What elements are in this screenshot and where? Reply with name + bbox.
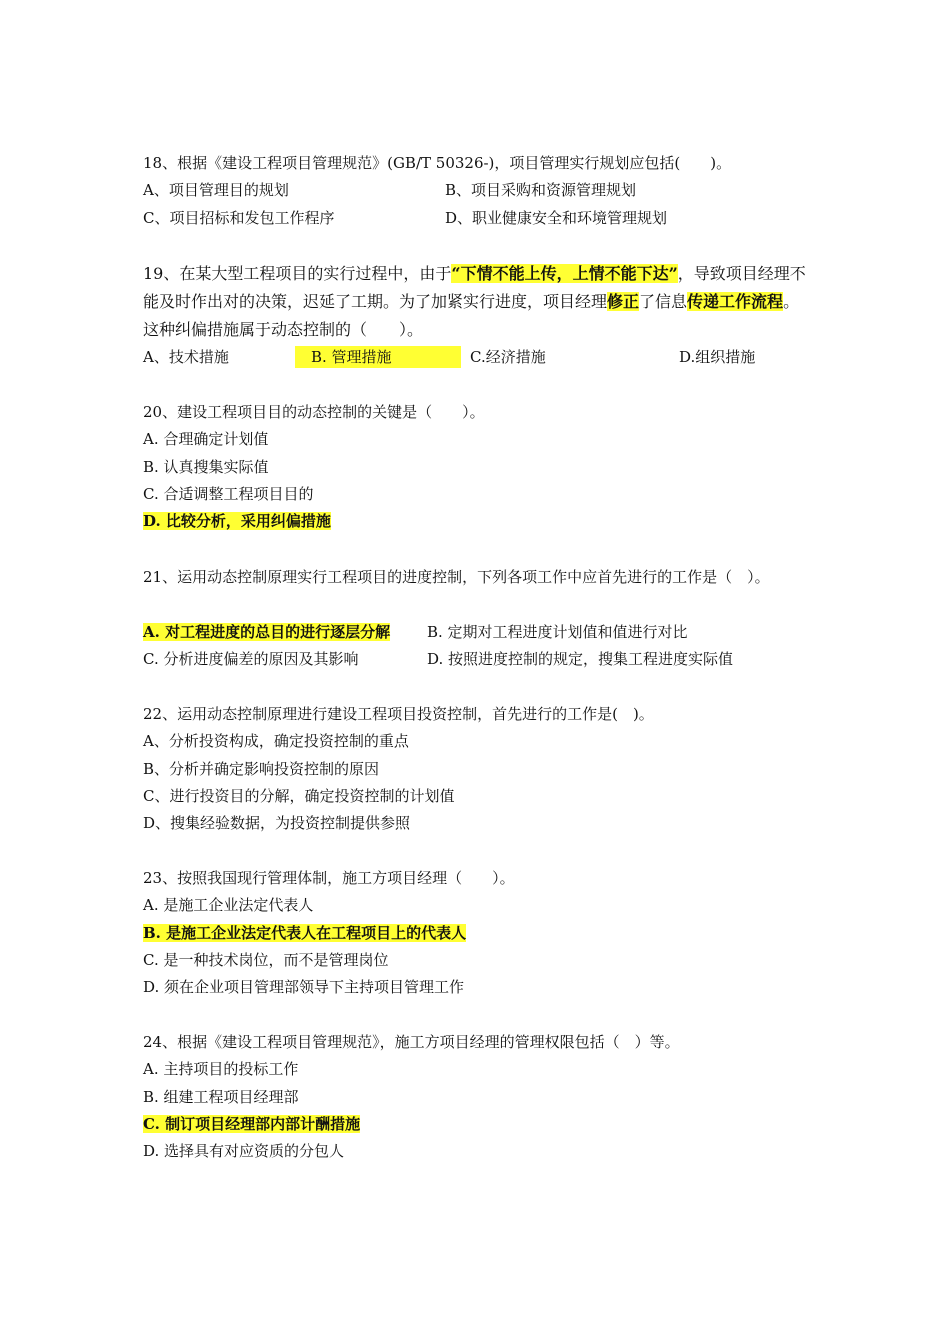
answer-highlight: A. 对工程进度的总目的进行逐层分解 xyxy=(143,623,391,641)
highlight-process: 传递工作流程 xyxy=(687,292,784,311)
option-b: B. 组建工程项目经理部 xyxy=(143,1088,299,1106)
stem-text: 。这种纠偏措施属于动态控制的（ ）。 xyxy=(143,292,800,339)
option-a: A. 合理确定计划值 xyxy=(143,430,269,448)
answer-highlight: B. 是施工企业法定代表人在工程项目上的代表人 xyxy=(143,924,467,942)
highlight-quote: “下情不能上传，上情不能下达” xyxy=(451,264,678,283)
answer-highlight: D. 比较分析，采用纠偏措施 xyxy=(143,512,331,530)
question-stem xyxy=(143,260,811,344)
option-c: C、项目招标和发包工作程序 xyxy=(143,209,335,227)
answer-highlight: C. 制订项目经理部内部计酬措施 xyxy=(143,1115,361,1133)
option-a xyxy=(143,621,390,643)
question-stem: 23、按照我国现行管理体制，施工方项目经理（ ）。 xyxy=(143,869,515,887)
option-d: D.组织措施 xyxy=(679,348,756,366)
stem-text: 了信息 xyxy=(639,292,688,311)
option-d: D. 按照进度控制的规定，搜集工程进度实际值 xyxy=(427,650,734,668)
option-b: B. 定期对工程进度计划值和值进行对比 xyxy=(427,623,688,641)
question-stem: 24、根据《建设工程项目管理规范》，施工方项目经理的管理权限包括（ ）等。 xyxy=(143,1033,680,1051)
highlight-correct: 修正 xyxy=(607,292,640,311)
option-a: A、分析投资构成，确定投资控制的重点 xyxy=(143,732,409,750)
option-d: D. 须在企业项目管理部领导下主持项目管理工作 xyxy=(143,978,465,996)
option-d xyxy=(143,510,331,532)
option-b: B、项目采购和资源管理规划 xyxy=(445,181,637,199)
option-d: D、职业健康安全和环境管理规划 xyxy=(445,209,668,227)
option-b: B. 认真搜集实际值 xyxy=(143,458,269,476)
option-d: D、搜集经验数据，为投资控制提供参照 xyxy=(143,814,411,832)
stem-text: 19、在某大型工程项目的实行过程中，由于 xyxy=(143,264,452,283)
option-c xyxy=(143,1113,360,1135)
option-a: A、项目管理目的规划 xyxy=(143,181,289,199)
option-c: C. 分析进度偏差的原因及其影响 xyxy=(143,650,359,668)
option-b: B. 管理措施 xyxy=(295,346,461,368)
option-c: C.经济措施 xyxy=(470,348,546,366)
option-a: A. 是施工企业法定代表人 xyxy=(143,896,314,914)
option-d: D. 选择具有对应资质的分包人 xyxy=(143,1142,345,1160)
option-b: B、分析并确定影响投资控制的原因 xyxy=(143,760,380,778)
option-a: A、技术措施 xyxy=(143,348,229,366)
option-b xyxy=(143,922,466,944)
stem-text: ，导致项目经理不能及时作出对的决策，迟延了工期。为了加紧实行进度，项目经理 xyxy=(143,264,806,311)
option-c: C. 合适调整工程项目目的 xyxy=(143,485,314,503)
question-stem: 21、运用动态控制原理实行工程项目的进度控制，下列各项工作中应首先进行的工作是（ ）。 xyxy=(143,568,770,586)
option-c: C. 是一种技术岗位，而不是管理岗位 xyxy=(143,951,389,969)
question-stem: 20、建设工程项目目的动态控制的关键是（ ）。 xyxy=(143,403,485,421)
question-stem: 22、运用动态控制原理进行建设工程项目投资控制，首先进行的工作是( )。 xyxy=(143,705,654,723)
option-a: A. 主持项目的投标工作 xyxy=(143,1060,299,1078)
question-stem: 18、根据《建设工程项目管理规范》(GB/T 50326-)，项目管理实行规划应包括( )。 xyxy=(143,154,732,172)
option-c: C、进行投资目的分解，确定投资控制的计划值 xyxy=(143,787,455,805)
